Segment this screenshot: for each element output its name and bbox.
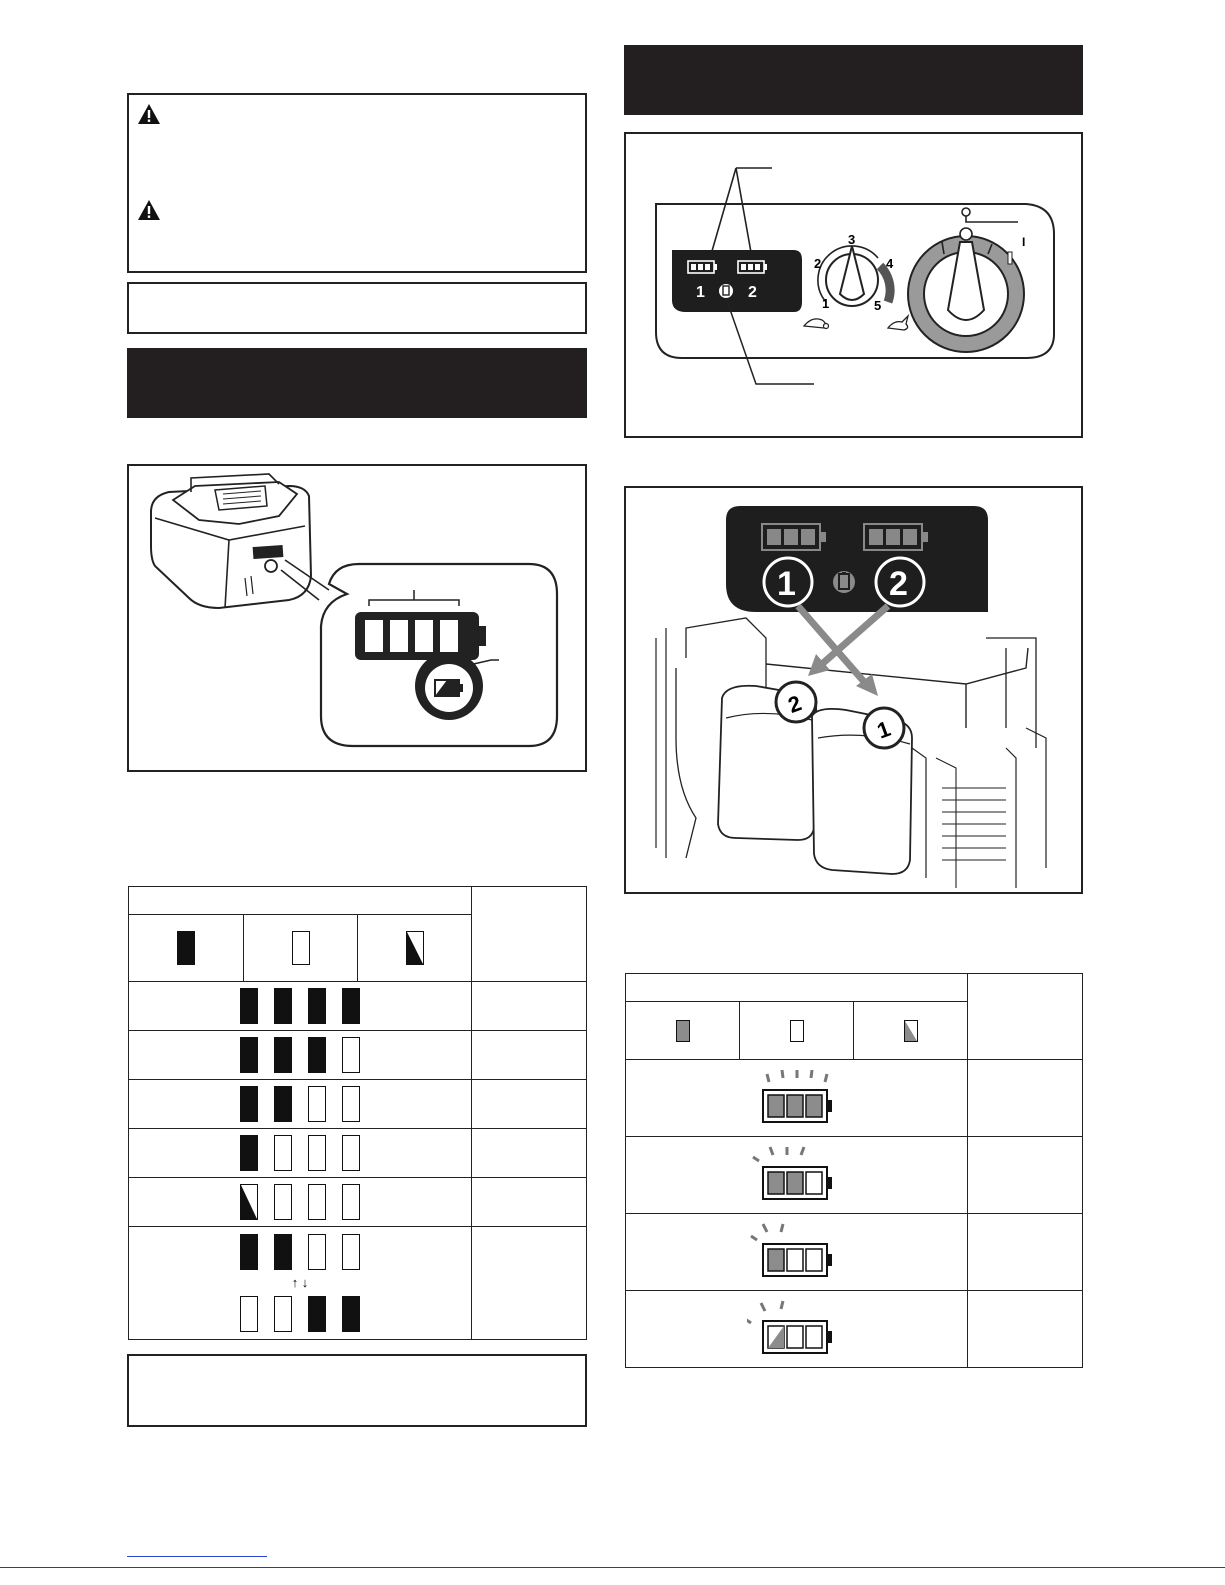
note-box	[127, 282, 587, 334]
table-cell-remaining	[472, 1080, 587, 1129]
battery-level-icon	[747, 1297, 847, 1361]
footer-link-underline[interactable]	[127, 1556, 267, 1557]
table-cell-remaining	[968, 1291, 1083, 1368]
svg-text:5: 5	[874, 298, 882, 313]
battery-check-icon	[833, 571, 855, 593]
control-panel-figure	[624, 132, 1083, 438]
table-cell-remaining	[472, 1178, 587, 1227]
battery-cartridge-icon	[129, 466, 585, 770]
table-row	[626, 1137, 968, 1214]
legend-lit	[626, 1002, 740, 1060]
table-row	[129, 1080, 472, 1129]
table-cell-remaining	[968, 1060, 1083, 1137]
remaining-capacity-table	[128, 886, 587, 1340]
lamp-blinking-icon	[904, 1020, 918, 1042]
battery-level-icon	[747, 1143, 847, 1207]
legend-off	[244, 915, 358, 982]
legend-lit	[129, 915, 244, 982]
bottom-note-box	[127, 1354, 587, 1427]
table-row	[626, 1291, 968, 1368]
table-row	[626, 1060, 968, 1137]
lamp-off-icon	[790, 1020, 804, 1042]
table-cell-remaining	[968, 1137, 1083, 1214]
lamp-lit-icon	[177, 931, 195, 965]
alternate-arrows: ↑ ↓	[291, 1275, 309, 1290]
lamp-off-icon	[292, 931, 310, 965]
svg-text:2: 2	[784, 690, 805, 718]
svg-text:2: 2	[889, 565, 908, 603]
section-heading-band-right	[624, 45, 1083, 115]
table-cell-remaining	[472, 1129, 587, 1178]
lamp-lit-icon	[676, 1020, 690, 1042]
legend-blinking	[358, 915, 472, 982]
battery-level-icon	[747, 1220, 847, 1284]
battery-level-icon	[747, 1066, 847, 1130]
svg-text:4: 4	[886, 256, 894, 271]
warning-triangle-icon	[137, 199, 161, 221]
lamp-blinking-icon	[406, 931, 424, 965]
battery-cartridge-figure	[127, 464, 587, 772]
table-row	[129, 1178, 472, 1227]
legend-off	[740, 1002, 854, 1060]
warning-box	[127, 93, 587, 273]
svg-text:2: 2	[748, 284, 757, 301]
page-bottom-rule	[0, 1567, 1225, 1568]
table-cell-remaining	[472, 1227, 587, 1340]
warning-triangle-icon	[137, 103, 161, 125]
section-heading-band	[127, 348, 587, 418]
svg-text:2: 2	[814, 256, 822, 271]
table-header-indicator-lamps	[129, 887, 472, 915]
svg-text:1: 1	[777, 565, 796, 603]
table-header-indicator-lamps	[626, 974, 968, 1002]
table-cell-remaining	[968, 1214, 1083, 1291]
svg-text:1: 1	[822, 296, 830, 311]
table-row	[129, 982, 472, 1031]
table-header-remaining	[472, 887, 587, 982]
legend-blinking	[854, 1002, 968, 1060]
charging-indicator-table	[625, 973, 1083, 1368]
svg-text:1: 1	[873, 715, 894, 744]
table-cell-remaining	[472, 982, 587, 1031]
svg-text:1: 1	[696, 284, 705, 301]
table-cell-remaining	[472, 1031, 587, 1080]
table-row	[129, 1227, 472, 1340]
table-row	[626, 1214, 968, 1291]
table-row	[129, 1031, 472, 1080]
battery-slot-figure	[624, 486, 1083, 894]
battery-indicator-icon	[672, 250, 802, 312]
table-header-remaining	[968, 974, 1083, 1060]
svg-text:I: I	[1022, 235, 1026, 249]
table-row	[129, 1129, 472, 1178]
svg-text:3: 3	[848, 232, 856, 247]
